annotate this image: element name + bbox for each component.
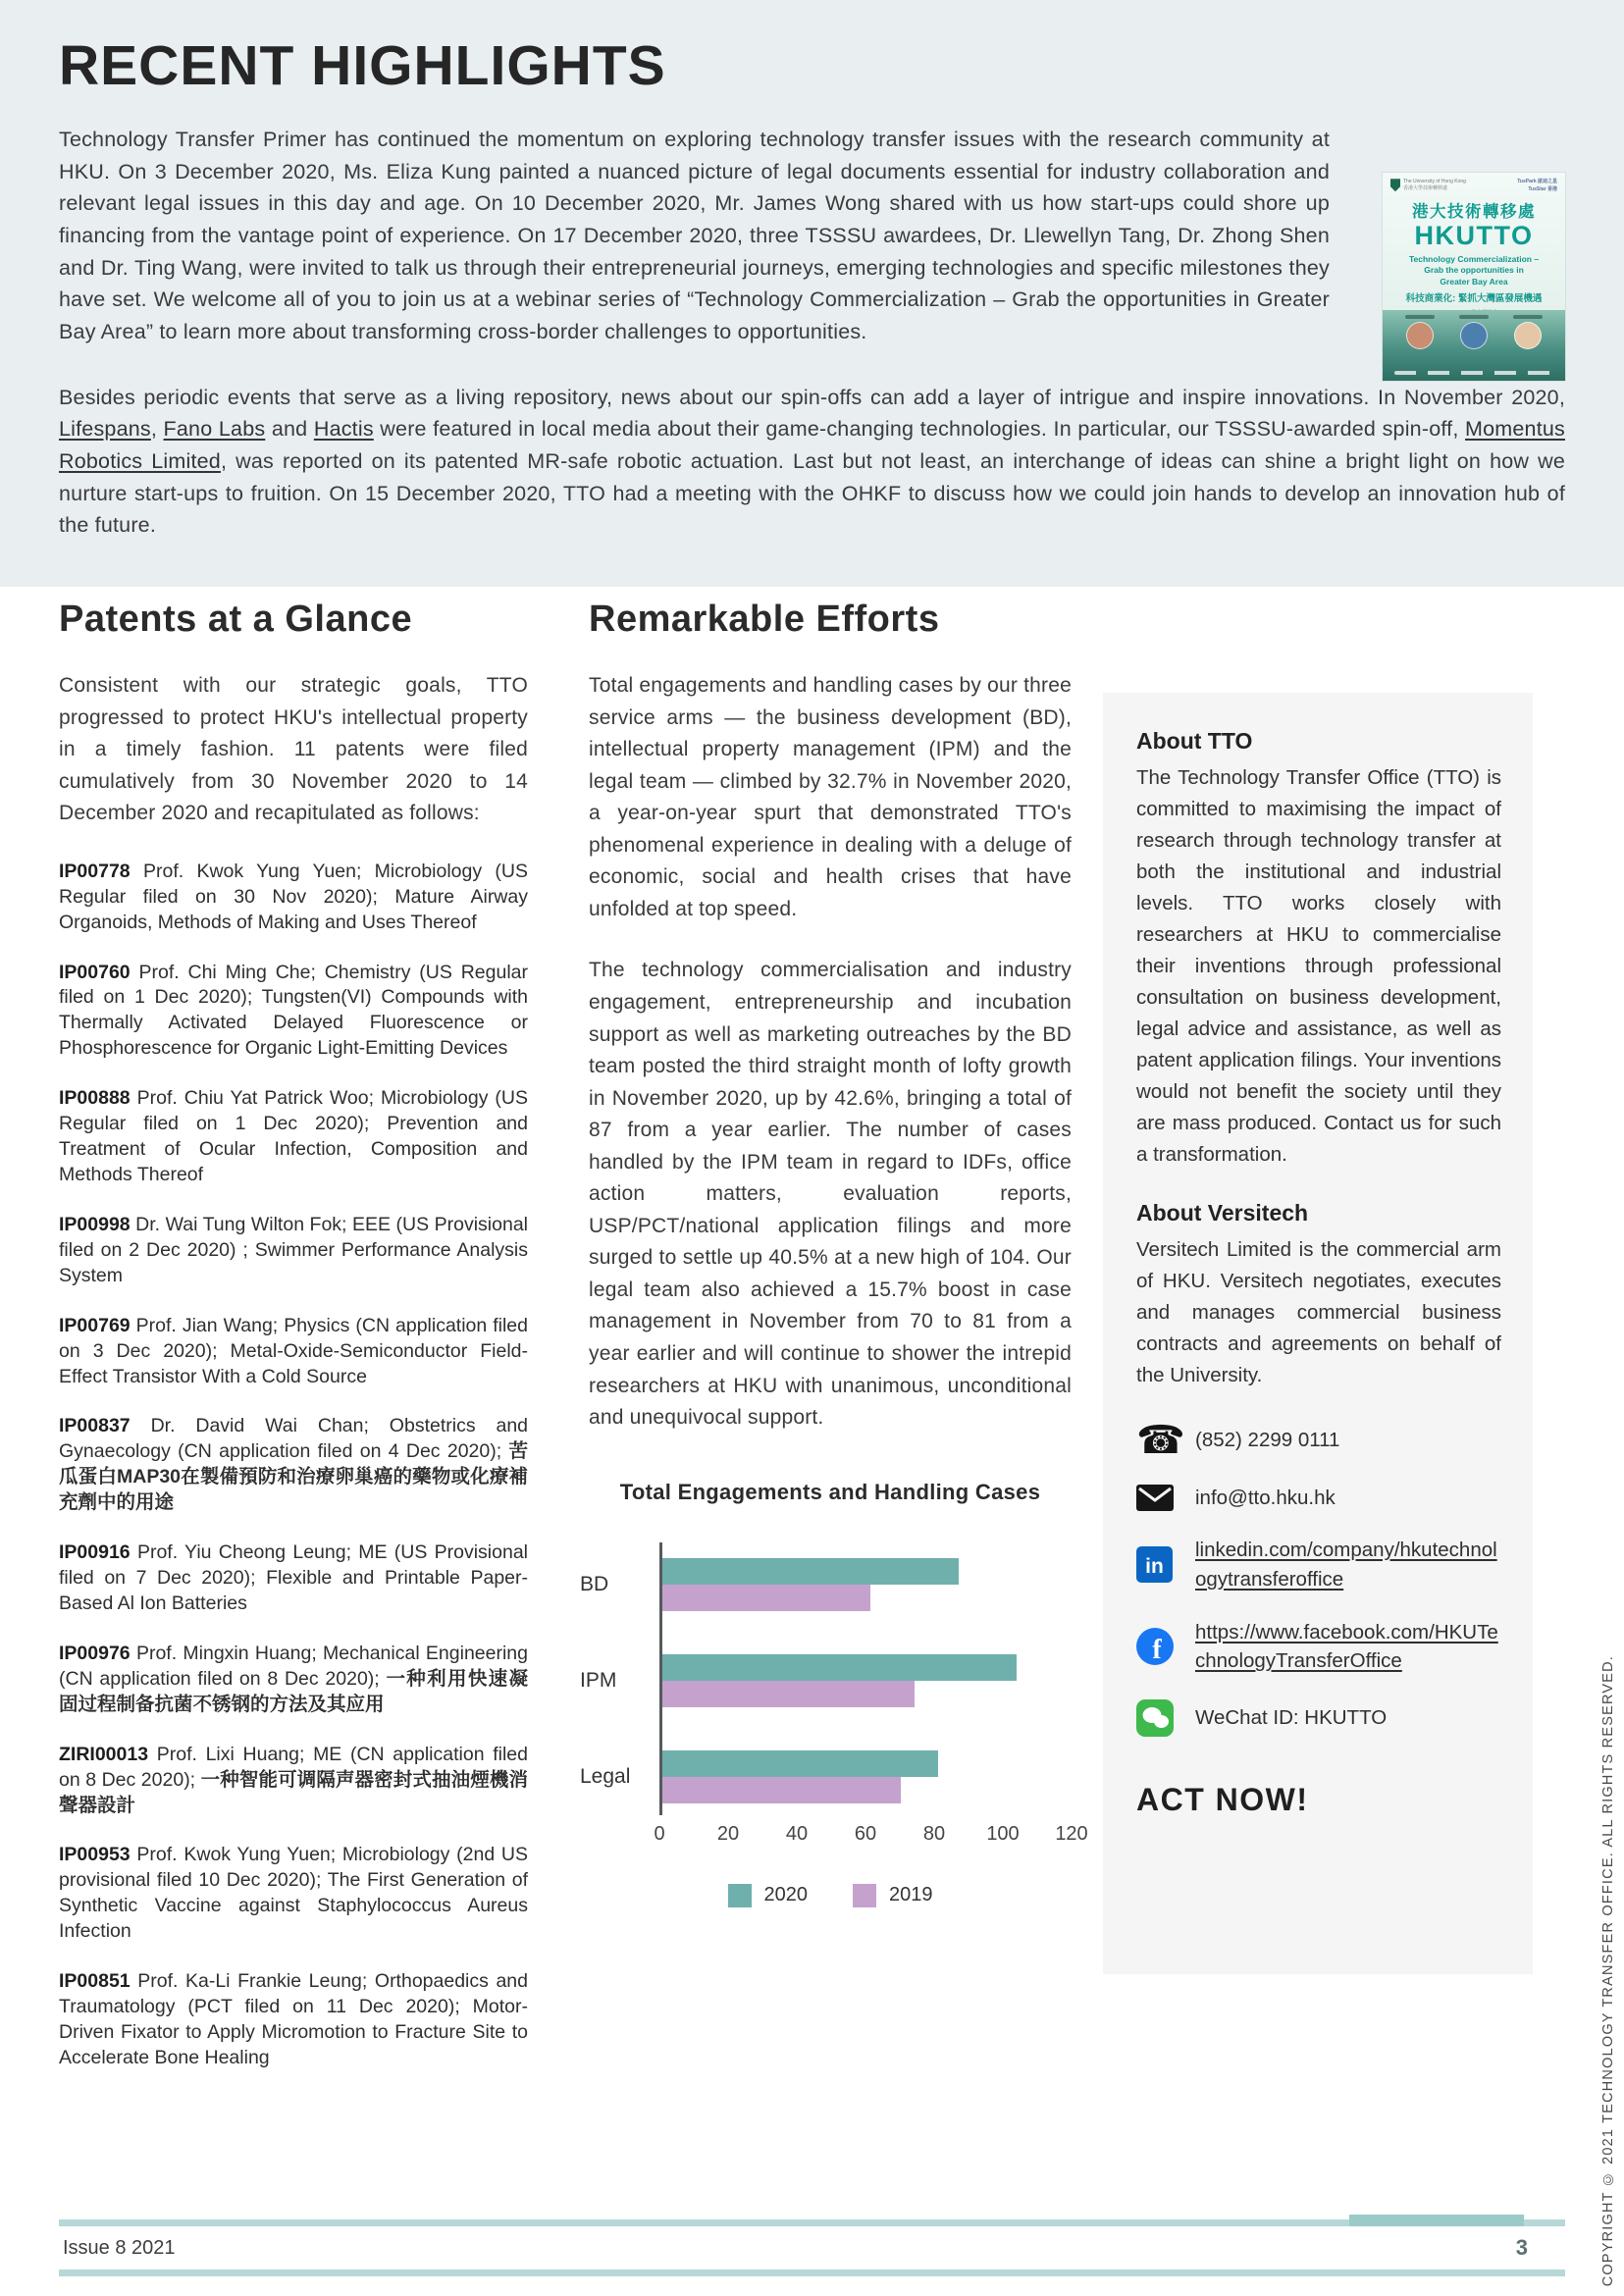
news-text: , was reported on its patented MR-safe robotic actuation. Last but not least, an interchange of ideas can shine a bright light on how we nurture start-ups to fruition. On 15 December 2020, TTO had a meeting with the OHKF to discuss how we could join hands to develop an innovation hub of the future.: [59, 449, 1565, 538]
chart-category-label: Legal: [580, 1764, 631, 1788]
link-fano-labs[interactable]: Fano Labs: [163, 417, 266, 442]
efforts-heading: Remarkable Efforts: [589, 599, 940, 641]
svg-text:f: f: [1152, 1635, 1162, 1666]
poster-org-en: HKUTTO: [1414, 221, 1534, 250]
x-axis-tick: 100: [986, 1822, 1020, 1845]
contact-row-phone: [1136, 1418, 1501, 1462]
footer-rule-bottom: [59, 2270, 1565, 2276]
bar-2019-legal: [662, 1777, 901, 1803]
chart-group-ipm: [580, 1654, 1072, 1707]
chart-plot-area: [580, 1542, 1072, 1815]
x-axis-tick: 120: [1055, 1822, 1088, 1845]
about-tto-heading: About TTO: [1136, 728, 1253, 755]
recent-highlights-section: [0, 0, 1624, 587]
link-lifespans[interactable]: Lifespans: [59, 417, 151, 442]
patent-entry: ZIRI00013 Prof. Lixi Huang; ME (CN application filed on 8 Dec 2020); 一种智能可调隔声器密封式抽油煙機消聲器設計: [59, 1743, 528, 1816]
chart-category-label: BD: [580, 1572, 609, 1595]
about-sidebar: [1103, 693, 1533, 1974]
legend-label: 2020: [763, 1884, 808, 1906]
patents-intro: Consistent with our strategic goals, TTO progressed to protect HKU's intellectual property in a timely fashion. 11 patents were filed cumulatively from 30 November 2020 to 14 December 2020 and recapitulated as follows:: [59, 674, 528, 825]
legend-item-2020: [728, 1884, 809, 1907]
bar-2019-ipm: [662, 1681, 915, 1707]
news-text: ,: [150, 417, 164, 442]
x-axis-tick: 20: [716, 1822, 740, 1845]
page-number: 3: [1515, 2235, 1528, 2260]
poster-university-name: The University of Hong Kong 香港大學技術轉移處: [1403, 179, 1466, 191]
x-axis-tick: 0: [654, 1822, 665, 1845]
poster-title-zh: 科技商業化: 緊抓大灣區發展機遇: [1405, 293, 1543, 305]
facebook-link[interactable]: https://www.facebook.com/HKUTechnologyTransferOffice: [1195, 1620, 1498, 1673]
phone-number: (852) 2299 0111: [1195, 1428, 1340, 1451]
about-tto-body: The Technology Transfer Office (TTO) is committed to maximising the impact of research through technology transfer at both the institutional and industrial levels. TTO works closely with researchers at HKU to commercialise their inventions through professional consultation on business development, legal advice and assistance, as well as patent application filings. Your inventions would not benefit the society until they are mass produced. Contact us for such a transformation.: [1136, 766, 1501, 1166]
chart-group-bd: [580, 1558, 1072, 1611]
patent-entry: IP00837 Dr. David Wai Chan; Obstetrics and Gynaecology (CN application filed on 4 Dec 2020); 苦瓜蛋白MAP30在製備預防和治療卵巢癌的藥物或化療補充劑中的用途: [59, 1415, 529, 1514]
patent-entry: IP00953 Prof. Kwok Yung Yuen; Microbiology (2nd US provisional filed 10 Dec 2020); The First Generation of Synthetic Vaccine against Staphylococcus Aureus Infection: [59, 1844, 529, 1943]
x-axis-tick: 60: [854, 1822, 877, 1845]
about-versitech-heading: About Versitech: [1136, 1199, 1309, 1226]
patent-entry: IP00916 Prof. Yiu Cheong Leung; ME (US Provisional filed on 7 Dec 2020); Flexible and Printable Paper-Based Al Ion Batteries: [59, 1541, 529, 1614]
act-now-label: ACT NOW!: [1136, 1782, 1309, 1818]
patent-entry: IP00760 Prof. Chi Ming Che; Chemistry (US Regular filed on 1 Dec 2020); Tungsten(VI) Compounds with Thermally Activated Delayed Fluorescence or Phosphorescence for Organic Light-Emitting Devices: [59, 961, 528, 1060]
x-axis-tick: 80: [922, 1822, 946, 1845]
news-text: were featured in local media about their game-changing technologies. In particular, our TSSSU-awarded spin-off,: [373, 417, 1466, 442]
patent-entry: IP00888 Prof. Chiu Yat Patrick Woo; Microbiology (US Regular filed on 1 Dec 2020); Prevention and Treatment of Ocular Infection, Composition and Methods Thereof: [59, 1087, 529, 1186]
about-versitech-body: Versitech Limited is the commercial arm of HKU. Versitech negotiates, executes and manages commercial business contracts and agreements on behalf of the University.: [1136, 1237, 1501, 1386]
link-momentus-robotics[interactable]: Momentus Robotics Limited: [59, 417, 1565, 474]
engagements-chart: [580, 1479, 1088, 1907]
bar-2020-bd: [662, 1558, 959, 1585]
chart-x-axis: [654, 1822, 1088, 1851]
hku-crest-icon: [1390, 179, 1400, 191]
page-footer: [59, 2219, 1565, 2276]
x-axis-tick: 40: [785, 1822, 809, 1845]
linkedin-icon: [1136, 1546, 1179, 1583]
chart-title: Total Engagements and Handling Cases: [619, 1479, 1041, 1504]
copyright-vertical-text: COPYRIGHT © 2021 TECHNOLOGY TRANSFER OFFICE. ALL RIGHTS RESERVED.: [1600, 1654, 1616, 2286]
contact-row-linkedin: [1136, 1536, 1501, 1593]
patent-entry: IP00998 Dr. Wai Tung Wilton Fok; EEE (US Provisional filed on 2 Dec 2020) ; Swimmer Performance Analysis System: [59, 1213, 528, 1286]
email-icon: [1136, 1485, 1179, 1511]
wechat-id: WeChat ID: HKUTTO: [1195, 1706, 1388, 1730]
email-address: info@tto.hku.hk: [1195, 1486, 1336, 1509]
content-columns: [0, 587, 1624, 2096]
efforts-column: [580, 599, 1088, 2096]
wechat-icon: [1136, 1699, 1179, 1737]
linkedin-link[interactable]: linkedin.com/company/hkutechnologytransferoffice: [1195, 1539, 1497, 1591]
chart-group-legal: [580, 1750, 1072, 1803]
page-title: RECENT HIGHLIGHTS: [59, 34, 666, 97]
patents-column: [59, 599, 528, 2096]
efforts-paragraph-1: Total engagements and handling cases by our three service arms — the business development (BD), intellectual property management (IPM) and the legal team — climbed by 32.7% in November 2020, a year-on-year spurt that demonstrated TTO's phenomenal experience in dealing with a deluge of economic, social and health crises that have unfolded at top speed.: [589, 674, 1072, 920]
footer-rule-accent: [1349, 2215, 1524, 2226]
news-text: and: [265, 417, 314, 442]
contact-row-email: [1136, 1484, 1501, 1513]
legend-swatch-2020: [728, 1884, 752, 1907]
patent-entry: IP00778 Prof. Kwok Yung Yuen; Microbiology (US Regular filed on 30 Nov 2020); Mature Airway Organoids, Methods of Making and Uses Thereof: [59, 860, 529, 933]
link-hactis[interactable]: Hactis: [313, 417, 374, 442]
bar-2020-legal: [662, 1750, 938, 1777]
poster-footer-text: [1394, 371, 1553, 375]
chart-legend: [589, 1884, 1072, 1907]
hku-crest-logo: [1390, 179, 1466, 192]
poster-title-en: Technology Commercialization – Grab the opportunities in Greater Bay Area: [1408, 254, 1540, 287]
news-text: Besides periodic events that serve as a living repository, news about our spin-offs can add a layer of intrigue and inspire innovations. In November 2020,: [59, 385, 1565, 409]
svg-text:in: in: [1145, 1555, 1164, 1579]
efforts-paragraph-2: The technology commercialisation and industry engagement, entrepreneurship and incubation support as well as marketing outreaches by the BD team posted the third straight month of lofty growth in November 2020, up by 42.6%, bringing a total of 87 from a year earlier. The number of cases handled by the IPM team in regard to IDFs, office action matters, evaluation reports, USP/PCT/national application filings and more surged to settle up 40.5% at a new high of 104. Our legal team also achieved a 15.7% boost in case management in November from 70 to 81 from a year earlier and will continue to shower the intrepid researchers at HKU with unanimous, unconditional and unequivocal support.: [589, 959, 1072, 1430]
patent-entry: IP00769 Prof. Jian Wang; Physics (CN application filed on 3 Dec 2020); Metal-Oxide-Semiconductor Field-Effect Transistor With a Cold Source: [59, 1314, 528, 1387]
patent-entry: IP00851 Prof. Ka-Li Frankie Leung; Orthopaedics and Traumatology (PCT filed on 11 Dec 2020); Motor-Driven Fixator to Apply Micromotion to Fracture Site to Accelerate Bone Healing: [59, 1970, 528, 2068]
legend-swatch-2019: [853, 1884, 876, 1907]
poster-logos: [1383, 173, 1565, 193]
contact-row-wechat: [1136, 1699, 1501, 1737]
legend-item-2019: [853, 1884, 933, 1907]
footer-rule-top: [59, 2219, 1565, 2226]
speaker-photo: [1513, 315, 1543, 349]
bar-2019-bd: [662, 1585, 870, 1611]
patents-heading: Patents at a Glance: [59, 599, 413, 641]
chart-category-label: IPM: [580, 1668, 617, 1692]
bar-2020-ipm: [662, 1654, 1017, 1681]
patent-entry: IP00976 Prof. Mingxin Huang; Mechanical Engineering (CN application filed on 8 Dec 2020); 一种利用快速凝固过程制备抗菌不锈钢的方法及其应用: [59, 1642, 528, 1715]
news-paragraph: [59, 382, 1565, 542]
phone-icon: ☎: [1136, 1418, 1185, 1462]
poster-speakers-band: [1383, 310, 1565, 381]
legend-label: 2019: [889, 1884, 933, 1906]
speaker-photo: [1459, 315, 1489, 349]
facebook-icon: [1136, 1628, 1179, 1665]
event-poster: [1383, 173, 1565, 381]
intro-row: [59, 124, 1565, 348]
intro-paragraph: Technology Transfer Primer has continued the momentum on exploring technology transfer issues with the research community at HKU. On 3 December 2020, Ms. Eliza Kung painted a nuanced picture of legal documents essential for industry collaboration and relevant legal issues in this day and age. On 10 December 2020, Mr. James Wong shared with us how start-ups could shore up financing from the vantage point of experience. On 17 December 2020, three TSSSU awardees, Dr. Llewellyn Tang, Dr. Zhong Shen and Dr. Ting Wang, were invited to talk us through their entrepreneurial journeys, emerging technologies and specific milestones they have set. We welcome all of you to join us at a webinar series of “Technology Commercialization – Grab the opportunities in Greater Bay Area” to learn more about transforming cross-border challenges to opportunities.: [59, 128, 1330, 344]
poster-org-zh: 港大技術轉移處: [1412, 203, 1536, 221]
speaker-photo: [1405, 315, 1435, 349]
poster-partner-logos: TusPark 啟迪之星 TusStar 香港: [1517, 179, 1557, 192]
contact-row-facebook: [1136, 1618, 1501, 1676]
issue-label: Issue 8 2021: [63, 2236, 176, 2259]
